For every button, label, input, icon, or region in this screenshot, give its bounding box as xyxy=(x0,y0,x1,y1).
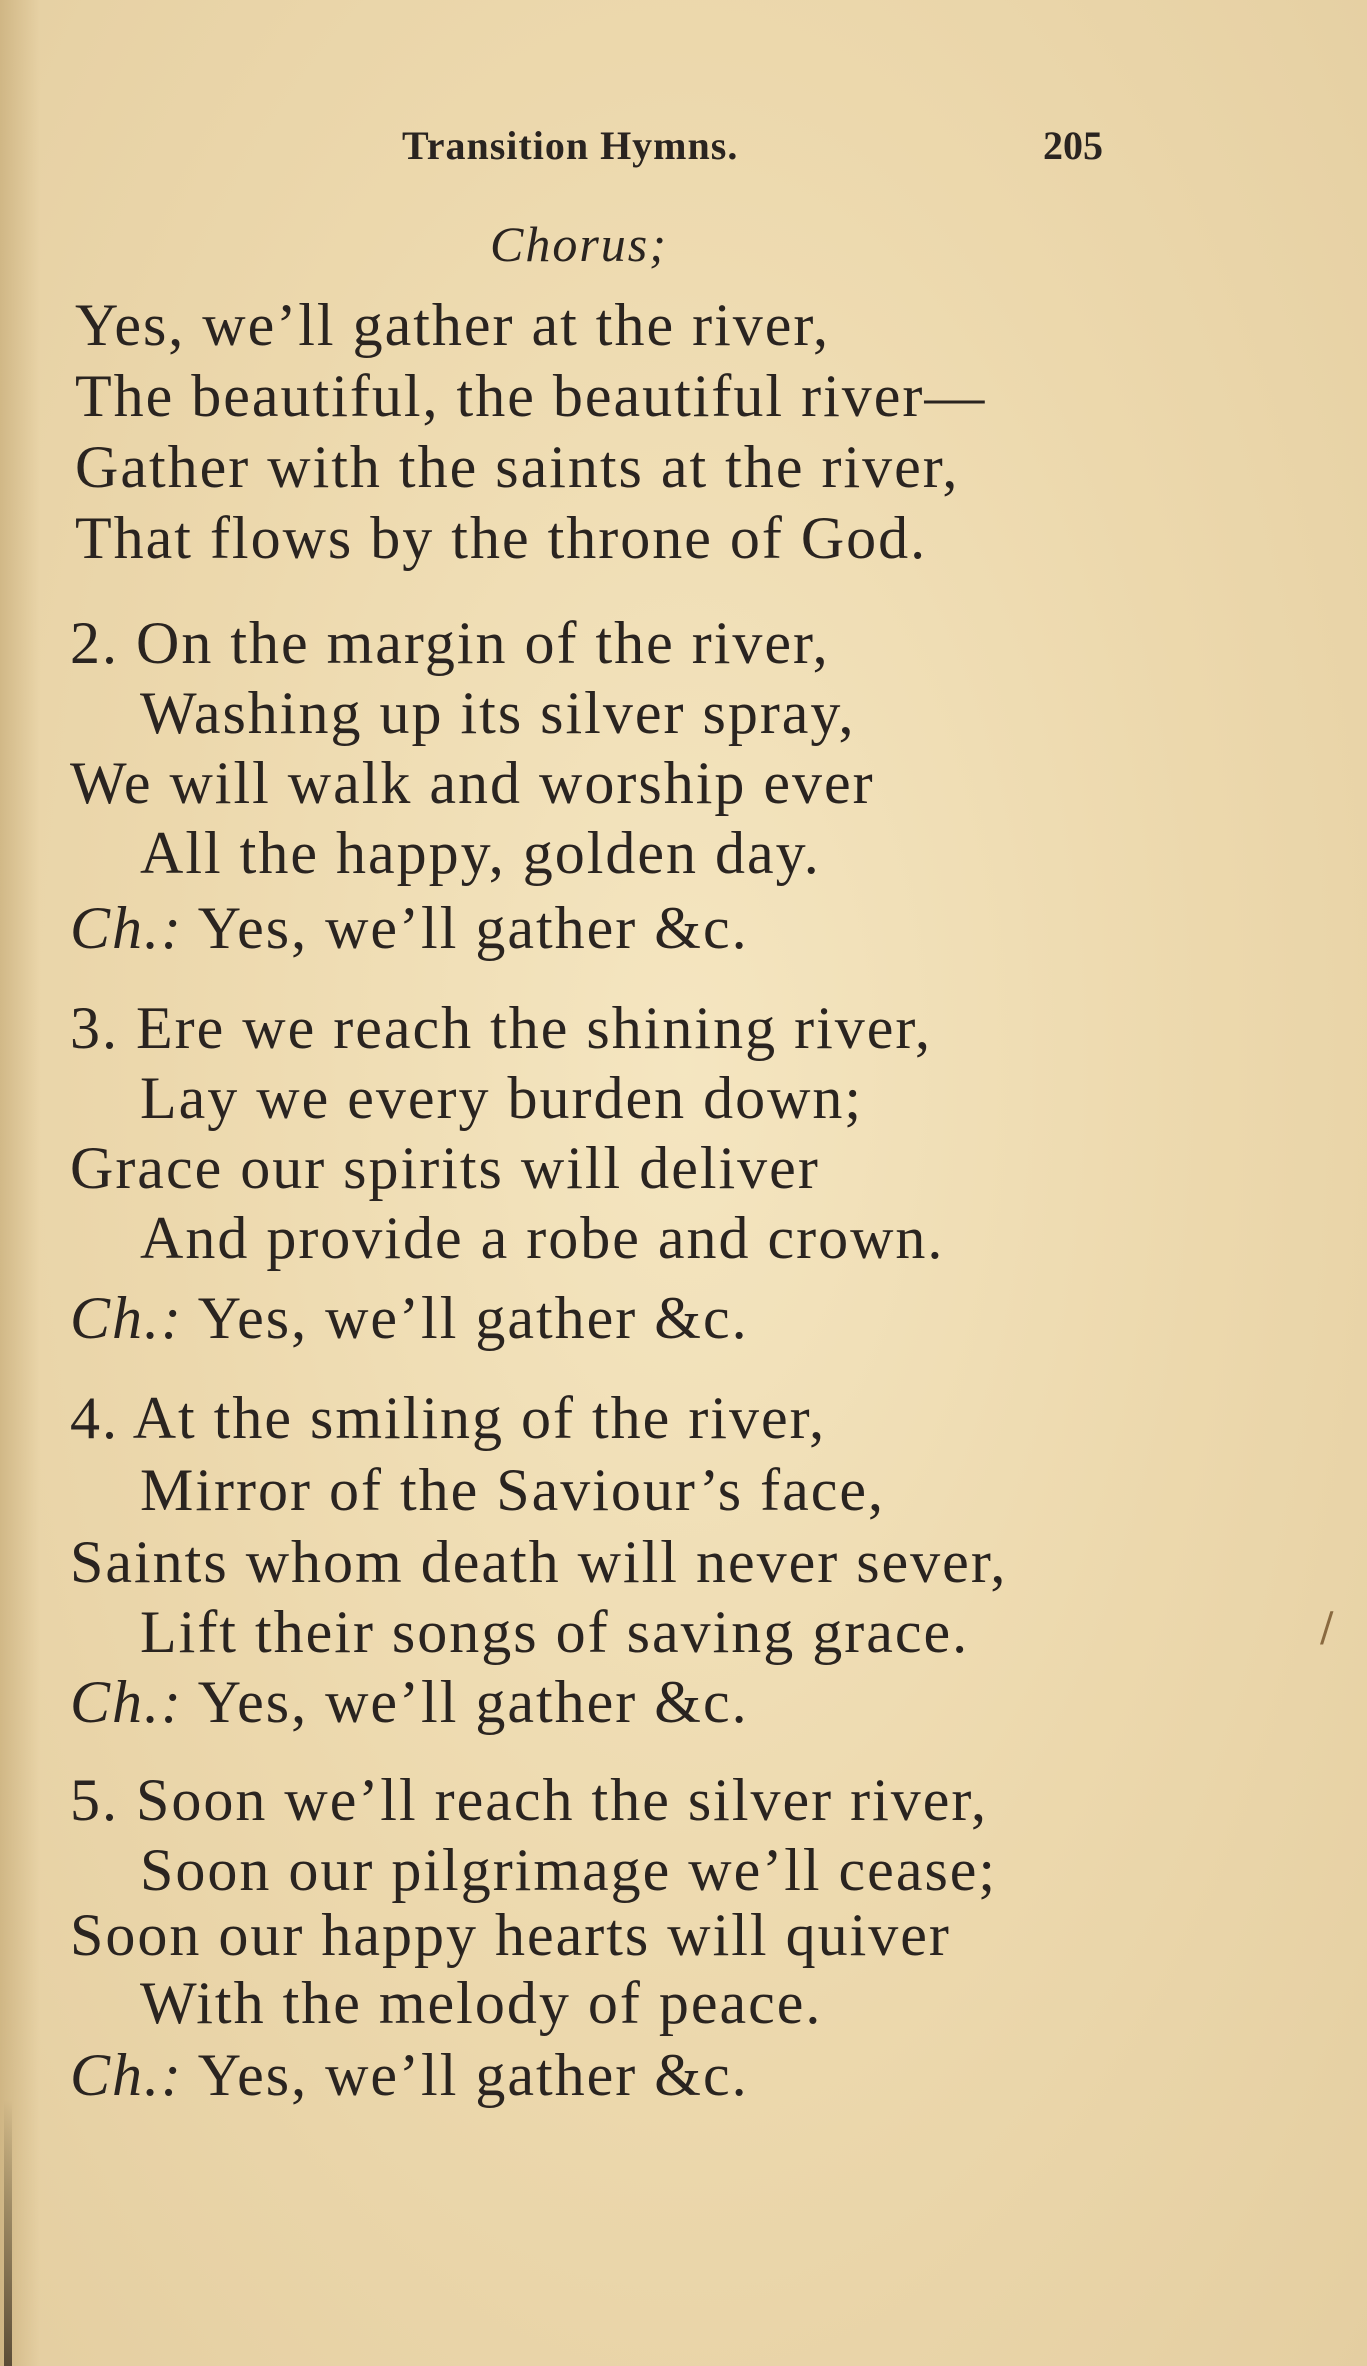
chorus-reference xyxy=(70,2040,749,2110)
chorus-label: Ch.: xyxy=(70,895,183,961)
verse-line: And provide a robe and crown. xyxy=(140,1205,945,1271)
verse-first-line xyxy=(70,993,932,1063)
verse-line: All the happy, golden day. xyxy=(140,820,821,886)
verse-number: 4. xyxy=(70,1385,119,1451)
chorus-reference-text: Yes, we’ll gather &c. xyxy=(197,2042,749,2108)
binding-mark xyxy=(4,2100,12,2366)
verse-line: With the melody of peace. xyxy=(140,1970,823,2036)
running-head xyxy=(0,122,1367,172)
verse-line: Soon our happy hearts will quiver xyxy=(70,1902,951,1968)
chorus-line: Yes, we’ll gather at the river, xyxy=(75,292,830,358)
verse-line: Grace our spirits will deliver xyxy=(70,1135,820,1201)
page-number: 205 xyxy=(1043,123,1103,168)
verse-line: Lay we every burden down; xyxy=(140,1065,864,1131)
chorus-reference-text: Yes, we’ll gather &c. xyxy=(197,1669,749,1735)
verse-line: On the margin of the river, xyxy=(136,610,830,676)
verse-line: We will walk and worship ever xyxy=(70,750,875,816)
verse-first-line xyxy=(70,608,830,678)
verse-line: Saints whom death will never sever, xyxy=(70,1529,1008,1595)
paper-speck: / xyxy=(1320,1605,1334,1651)
verse-line: Washing up its silver spray, xyxy=(140,680,856,746)
chorus-line: The beautiful, the beautiful river— xyxy=(75,363,987,429)
chorus-label: Ch.: xyxy=(70,1285,183,1351)
verse-line: At the smiling of the river, xyxy=(132,1385,827,1451)
verse-line: Lift their songs of saving grace. xyxy=(140,1599,970,1665)
chorus-heading: Chorus; xyxy=(490,216,668,272)
page-edge-shadow xyxy=(0,0,40,2366)
verse-line: Soon our pilgrimage we’ll cease; xyxy=(140,1837,998,1903)
verse-first-line xyxy=(70,1383,826,1453)
chorus-line: That flows by the throne of God. xyxy=(75,505,928,571)
verse-line: Soon we’ll reach the silver river, xyxy=(136,1767,988,1833)
verse-number: 2. xyxy=(70,610,119,676)
verse-first-line xyxy=(70,1765,988,1835)
verse-number: 5. xyxy=(70,1767,119,1833)
chorus-reference-text: Yes, we’ll gather &c. xyxy=(197,895,749,961)
chorus-reference-text: Yes, we’ll gather &c. xyxy=(197,1285,749,1351)
chorus-reference xyxy=(70,1667,749,1737)
chorus-label: Ch.: xyxy=(70,1669,183,1735)
chorus-reference xyxy=(70,893,749,963)
verse-number: 3. xyxy=(70,995,119,1061)
chorus-label: Ch.: xyxy=(70,2042,183,2108)
verse-line: Ere we reach the shining river, xyxy=(136,995,932,1061)
chorus-line: Gather with the saints at the river, xyxy=(75,434,960,500)
chorus-reference xyxy=(70,1283,749,1353)
verse-line: Mirror of the Saviour’s face, xyxy=(140,1457,886,1523)
running-title: Transition Hymns. xyxy=(402,123,739,168)
